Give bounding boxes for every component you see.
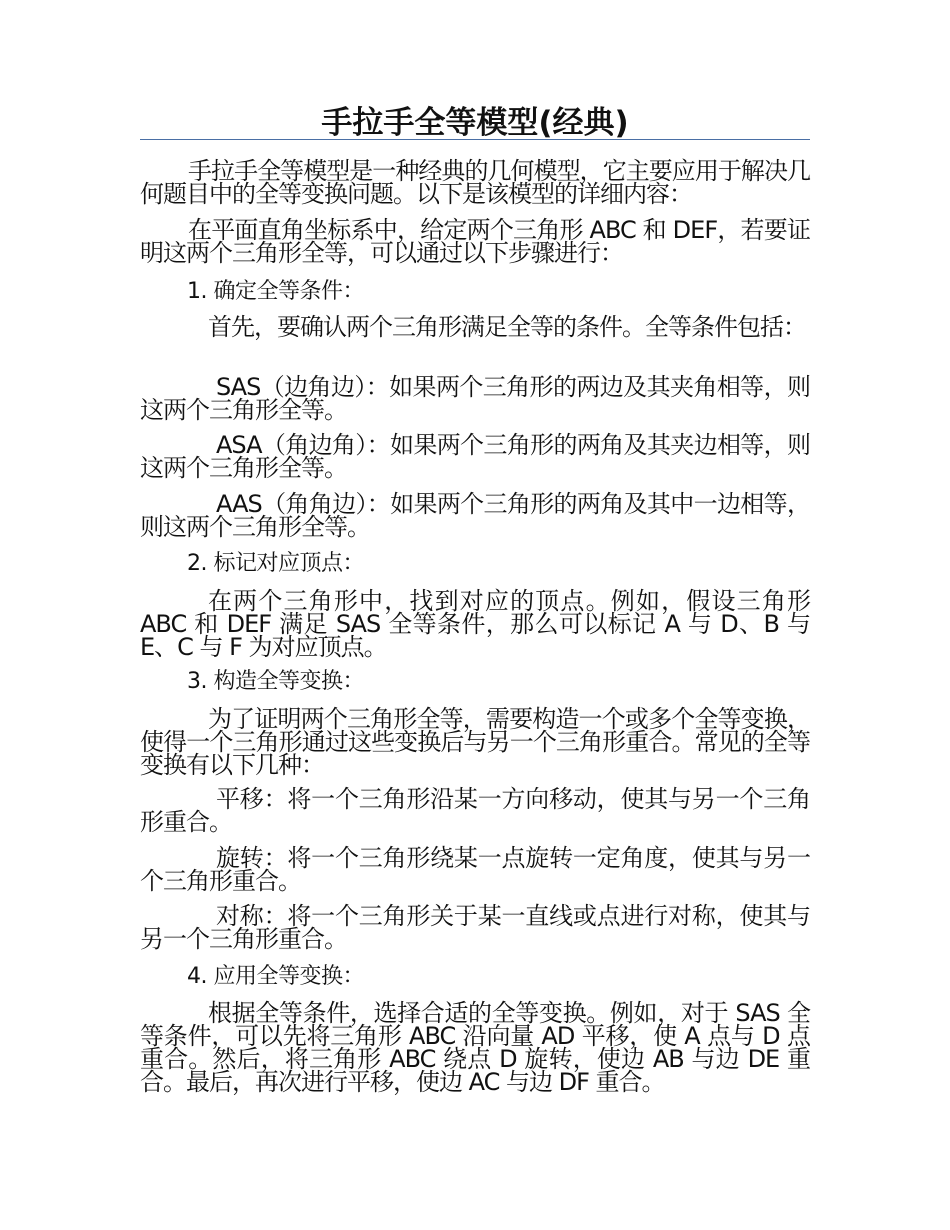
title-underline xyxy=(140,139,810,140)
aas-paragraph: AAS（角角边）：如果两个三角形的两角及其中一边相等，则这两个三角形全等。 xyxy=(140,490,810,541)
document-title: 手拉手全等模型(经典) xyxy=(321,105,629,141)
section-3-paragraph: 为了证明两个三角形全等，需要构造一个或多个全等变换，使得一个三角形通过这些变换后与另一个三角形重合。常见的全等变换有以下几种： xyxy=(140,705,810,779)
section-4-paragraph: 根据全等条件，选择合适的全等变换。例如，对于 SAS 全等条件，可以先将三角形 ABC 沿向量 AD 平移，使 A 点与 D 点重合。然后，将三角形 ABC 绕点 D 旋转，使边 AB 与边 DE 重合。最后，再次进行平移，使边 AC 与边 DF 重合。 xyxy=(140,999,810,1096)
translate-paragraph: 平移：将一个三角形沿某一方向移动，使其与另一个三角形重合。 xyxy=(140,785,810,836)
asa-paragraph: ASA（角边角）：如果两个三角形的两角及其夹边相等，则这两个三角形全等。 xyxy=(140,431,810,482)
section-4-heading: 4. 应用全等变换： xyxy=(187,964,364,989)
rotate-paragraph: 旋转：将一个三角形绕某一点旋转一定角度，使其与另一个三角形重合。 xyxy=(140,844,810,895)
intro-paragraph: 手拉手全等模型是一种经典的几何模型，它主要应用于解决几何题目中的全等变换问题。以下是该模型的详细内容： xyxy=(140,157,810,208)
reflect-paragraph: 对称：将一个三角形关于某一直线或点进行对称，使其与另一个三角形重合。 xyxy=(140,902,810,953)
section-1-paragraph: 首先，要确认两个三角形满足全等的条件。全等条件包括： xyxy=(208,313,806,341)
section-1-heading: 1. 确定全等条件： xyxy=(187,279,364,304)
section-3-heading: 3. 构造全等变换： xyxy=(187,669,364,694)
section-2-heading: 2. 标记对应顶点： xyxy=(187,551,364,576)
sas-paragraph: SAS（边角边）：如果两个三角形的两边及其夹角相等，则这两个三角形全等。 xyxy=(140,373,810,424)
setup-paragraph: 在平面直角坐标系中，给定两个三角形 ABC 和 DEF，若要证明这两个三角形全等，可以通过以下步骤进行： xyxy=(140,216,810,267)
section-2-paragraph: 在两个三角形中，找到对应的顶点。例如，假设三角形 ABC 和 DEF 满足 SAS 全等条件，那么可以标记 A 与 D、B 与 E、C 与 F 为对应顶点。 xyxy=(140,587,810,661)
